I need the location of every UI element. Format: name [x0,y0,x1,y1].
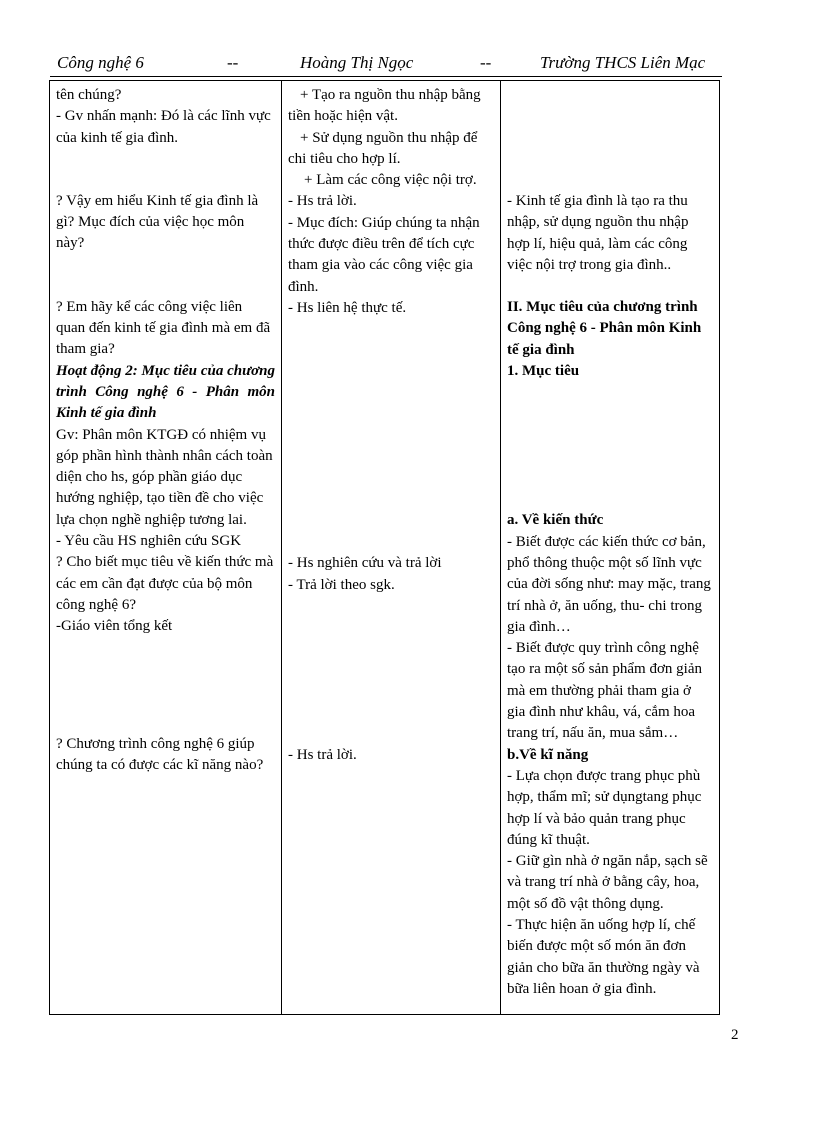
header-school: Trường THCS Liên Mạc [540,53,706,72]
text-line: tên chúng? [56,87,122,103]
text-line: - Yêu cầu HS nghiên cứu SGK [56,533,242,550]
text-paragraph: - Biết được các kiến thức cơ bản, phổ thông thuộc một số lĩnh vực của đời sống như: may mặc, trang trí nhà ở, ăn uống, thu- chi trong gia đình… [507,533,711,635]
header-author: Hoàng Thị Ngọc [300,53,414,72]
text-paragraph: + Tạo ra nguồn thu nhập bằng tiền hoặc hiện vật. [288,87,481,125]
text-paragraph: - Lựa chọn được trang phục phù hợp, thẩm mĩ; sử dụngtang phục hợp lí và bảo quản trang phục đúng kĩ thuật. [507,767,702,848]
text-line: - Trả lời theo sgk. [288,576,395,593]
header-subject: Công nghệ 6 [57,53,144,72]
text-paragraph: - Kinh tế gia đình là tạo ra thu nhập, sử dụng nguồn thu nhập hợp lí, hiệu quả, làm các công việc nội trợ trong gia đình.. [507,193,689,273]
text-paragraph: - Giữ gìn nhà ở ngăn nắp, sạch sẽ và trang trí nhà ở bằng cây, hoa, một số đồ vật thông dụng. [507,853,708,912]
header-separator: -- [480,53,492,72]
text-line: - Hs nghiên cứu và trả lời [288,555,442,572]
text-line: -Giáo viên tổng kết [56,618,173,635]
text-paragraph: - Mục đích: Giúp chúng ta nhận thức được điều trên để tích cực tham gia vào các công việc gia đình. [288,214,480,295]
text-paragraph: - Thực hiện ăn uống hợp lí, chế biến được một số món ăn đơn giản cho bữa ăn thường ngày và bữa liên hoan ở gia đình. [507,917,700,997]
student-activity-column [282,81,501,1015]
text-line: - Hs trả lời. [288,746,357,763]
section-heading: II. Mục tiêu của chương trình Công nghệ 6 - Phân môn Kinh tế gia đình [507,299,702,358]
text-paragraph: + Làm các công việc nội trợ. [304,172,477,189]
header-separator: -- [227,53,239,72]
activity-heading: Hoạt động 2: Mục tiêu của chương trình Công nghệ 6 - Phân môn Kinh tế gia đình [56,362,275,422]
text-paragraph: - Biết được quy trình công nghệ tạo ra một số sản phẩm đơn giản mà em thường phải tham gia ở gia đình như khâu, vá, cắm hoa trang trí, nấu ăn, mua sắm… [507,640,702,742]
question: ? Cho biết mục tiêu về kiến thức mà các em cần đạt được của bộ môn công nghệ 6? [56,554,274,613]
text-paragraph: + Sử dụng nguồn thu nhập để chi tiêu cho hợp lí. [288,129,478,167]
section-heading: a. Về kiến thức [507,512,604,529]
section-heading: 1. Mục tiêu [507,363,580,380]
question: ? Vậy em hiểu Kinh tế gia đình là gì? Mục đích của việc học môn này? [56,192,259,252]
question: ? Chương trình công nghệ 6 giúp chúng ta có được các kĩ năng nào? [56,735,264,773]
text-paragraph: Gv: Phân môn KTGĐ có nhiệm vụ góp phần hình thành nhân cách toàn diện cho hs, góp phần giáo dục hướng nghiệp, tạo tiền đề cho việc lựa chọn nghề nghiệp tương lai. [56,426,273,528]
teacher-activity-column [50,81,282,1015]
page-header [50,52,722,77]
question: ? Em hãy kể các công việc liên quan đến kinh tế gia đình mà em đã tham gia? [56,298,271,358]
section-heading: b.Về kĩ năng [507,746,589,763]
text-line: - Hs liên hệ thực tế. [288,299,407,316]
content-column [501,81,720,1015]
text-paragraph: - Gv nhấn mạnh: Đó là các lĩnh vực của kinh tế gia đình. [56,108,271,146]
page-number: 2 [731,1027,739,1043]
lesson-table [49,80,720,1015]
text-line: - Hs trả lời. [288,193,357,210]
